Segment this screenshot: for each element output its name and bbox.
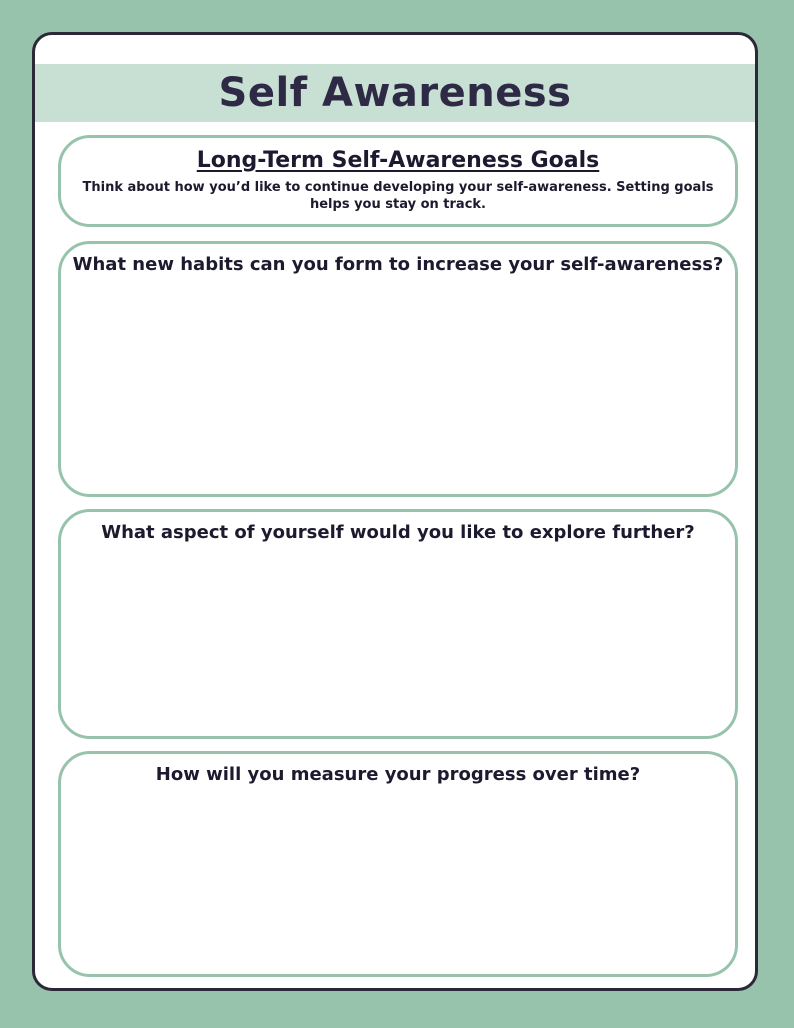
question-prompt: What new habits can you form to increase your self-awareness? — [72, 254, 724, 275]
question-box-progress — [58, 751, 738, 977]
worksheet-page — [32, 32, 758, 991]
title-band — [35, 64, 755, 122]
question-box-habits — [58, 241, 738, 497]
question-box-explore — [58, 509, 738, 739]
question-prompt: How will you measure your progress over time? — [155, 764, 641, 785]
answer-area-explore[interactable] — [81, 560, 715, 720]
intro-description: Think about how you’d like to continue developing your self-awareness. Setting goals helps you stay on track. — [82, 180, 714, 212]
intro-box — [58, 135, 738, 227]
answer-area-habits[interactable] — [81, 292, 715, 478]
question-prompt: What aspect of yourself would you like to explore further? — [101, 522, 695, 543]
page-title: Self Awareness — [218, 70, 572, 116]
intro-heading: Long-Term Self-Awareness Goals — [196, 148, 600, 173]
answer-area-progress[interactable] — [81, 802, 715, 958]
